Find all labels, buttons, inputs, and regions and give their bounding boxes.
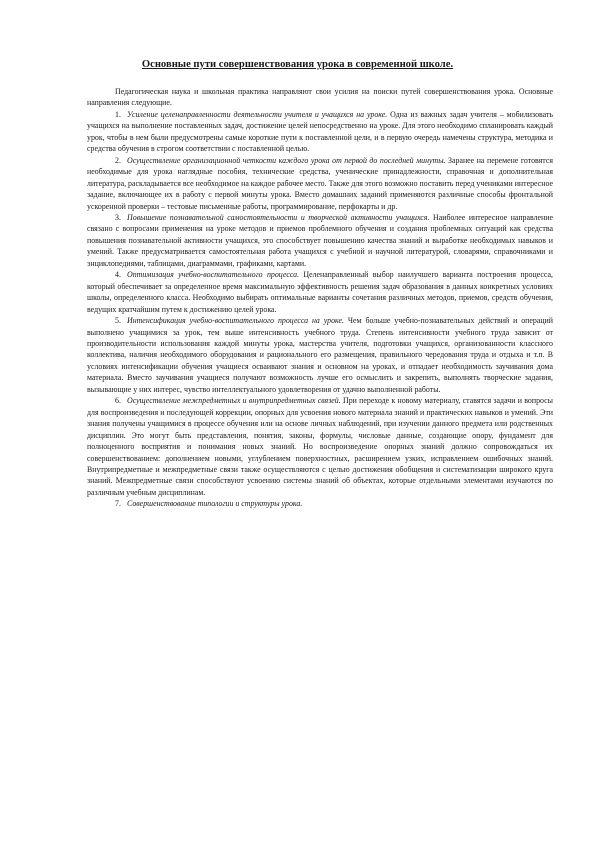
intro-paragraph: Педагогическая наука и школьная практика направляют свои усилия на поиски путей совершенствования урока. Основные направления следующие. <box>87 87 553 108</box>
item-text: Наиболее интересное направление связано с вопросами применения на уроке методов и приемов проблемного обучения и создания проблемных ситуаций как средства повышения познавательной активности учащихся, это способствует повышению качества знаний и выработке необходимых навыков и умений. Также предусматривается самостоятельная работа учащихся с учебной и научной литературой, словарями, справочниками и энциклопедиями, таблицами, диаграммами, графиками, картами. <box>87 212 554 268</box>
item-number: 6. <box>115 396 121 406</box>
item-number: 5. <box>115 316 121 326</box>
list-item-1 <box>87 109 553 155</box>
item-text: Одна из важных задач учителя – мобилизовать учащихся на выполнение поставленных задач, достижение целей непосредственно на уроке. Для этого необходимо спланировать каждый урок, чтобы в нем были предусмотрены самые короткие пути к поставленной цели, и в первую очередь намечены структура, методика и средства обучения в строгом соответствии с поставленной целью. <box>87 109 553 154</box>
document-title: Основные пути совершенствования урока в современной школе. <box>141 59 454 70</box>
list-item-3 <box>87 212 553 269</box>
list-item-5 <box>87 315 553 395</box>
item-number: 2. <box>115 155 121 165</box>
item-number: 4. <box>115 270 121 280</box>
item-heading: Усиление целенаправленности деятельности учителя и учащихся на уроке. <box>127 109 388 119</box>
item-heading: Оптимизация учебно-воспитательного процесса. <box>127 270 300 280</box>
list-item-7 <box>87 498 553 509</box>
list-item-6 <box>87 395 553 498</box>
document-body <box>87 86 553 510</box>
item-text: Заранее на перемене готовятся необходимые для урока наглядные пособия, технические средства, ученические принадлежности, справочная и дополнительная литература, раскладывается все необходимое на каждое рабочее место. Также для этого возможно поставить перед учениками интересное задание, включающее их в работу с первой минуты урока. Вместо домашних заданий применяются различные способы фронтальной ускоренной проверки – тестовые письменные работы, программирование, перфокарты и др. <box>87 155 554 211</box>
item-text: Чем больше учебно-познавательных действий и операций выполнено учащимися за урок, тем выше интенсивность учебного труда. Степень интенсивности учебного труда зависит от производительности использования каждой минуты урока, мастерства учителя, подготовки учащихся, организованности классного коллектива, наличия необходимого оборудования и рационального его размещения, правильного чередования труда и отдыха и т.п. В условиях интенсификации обучения учащиеся осваивают знания и основном на уроках, и отпадает необходимость заучивания дома материала. Вместо заучивания учащиеся получают возможность лучше его осмыслить и закрепить, выполнять творческие задания, вызывающие у них интерес, чувство интеллектуального удовлетворения от удачно выполненной работы. <box>87 316 553 394</box>
item-number: 1. <box>115 109 121 119</box>
item-number: 3. <box>115 212 121 222</box>
list-item-4 <box>87 269 553 315</box>
list-item-2 <box>87 155 553 212</box>
item-heading: Осуществление межпредметных и внутрипредметных связей. <box>127 396 341 406</box>
item-text: При переходе к новому материалу, ставятся задачи и вопросы для воспроизведения и последующей коррекции, опорных для усвоения нового материала знаний и практических навыков и умений. Эти знания получены учащимися в процессе обучения или на основе личных наблюдений, при изучении данного предмета или родственных дисциплин. Это могут быть представления, понятия, законы, формулы, числовые данные, создающие опору, фундамент для полноценного восприятия и понимания новых знаний. Но воспроизведение опорных знаний должно сопровождаться их совершенствованием: дополнением новыми, углублением поверхностных, расширением узких, исправлением ошибочных знаний. Внутрипредметные и межпредметные связи также осуществляются с целью достижения обобщения и систематизации широкого круга знаний. Межпредметные связи способствуют усвоению системы знаний об объектах, которые отдельными элементами изучаются по различным учебным дисциплинам. <box>87 396 553 497</box>
item-text: Целенаправленный выбор наилучшего варианта построения процесса, который обеспечивает за определенное время максимальную эффективность решения задач образования в данных конкретных условиях школы, определенного класса. Необходимо выбирать оптимальные варианты сочетания различных методов, приемов, средств обучения, ведущих кратчайшим путем к достижению целей урока. <box>87 270 553 314</box>
item-heading: Осуществление организационной четкости каждого урока от первой до последней минуты. <box>127 155 446 165</box>
item-heading: Повышение познавательной самостоятельности и творческой активности учащихся. <box>127 212 430 222</box>
item-heading: Совершенствование типологии и структуры урока. <box>127 499 303 509</box>
item-heading: Интенсификация учебно-воспитательного процесса на уроке. <box>127 316 345 326</box>
item-number: 7. <box>115 499 121 509</box>
